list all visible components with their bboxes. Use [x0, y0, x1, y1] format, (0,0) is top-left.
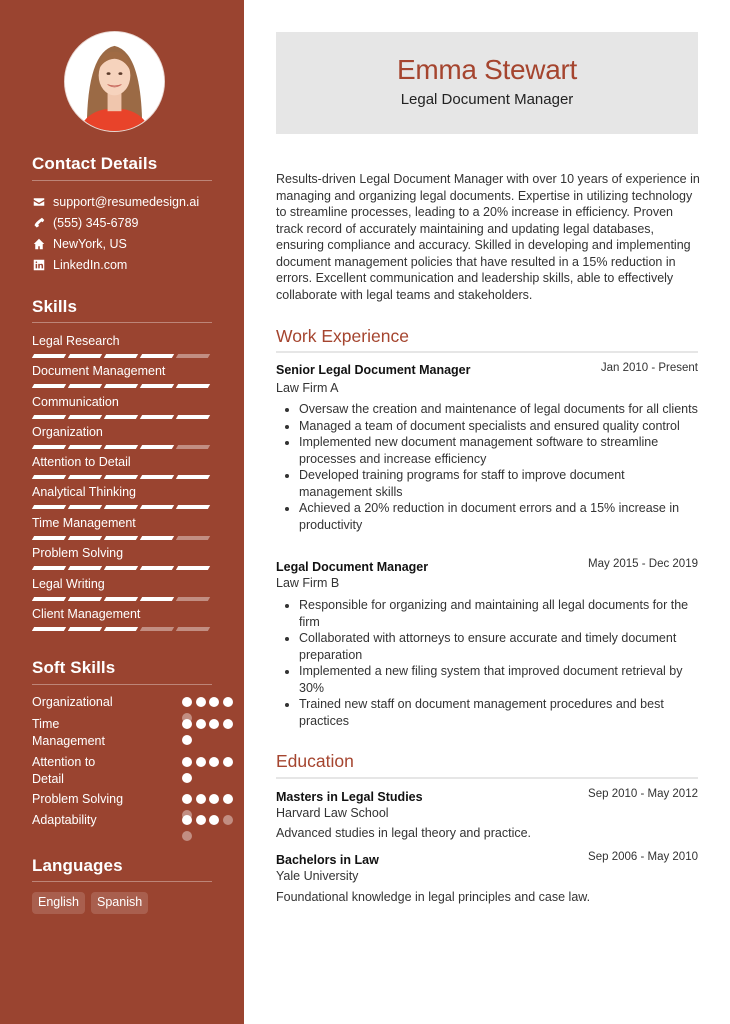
- job-company: Law Firm B: [276, 576, 340, 590]
- skill-level-segment: [140, 384, 174, 388]
- rating-dot: [223, 815, 233, 825]
- rating-dot: [223, 757, 233, 767]
- skill-level-bar: [32, 415, 212, 419]
- skill-level-segment: [176, 415, 210, 419]
- contact-email[interactable]: [32, 193, 199, 211]
- skill-level-segment: [32, 627, 66, 631]
- language-chip: English: [32, 892, 85, 914]
- skill-level-segment: [176, 566, 210, 570]
- skill-level-bar: [32, 597, 212, 601]
- skill-level-segment: [32, 505, 66, 509]
- language-chip: Spanish: [91, 892, 148, 914]
- skill-level-segment: [68, 384, 102, 388]
- skill-item: [32, 516, 212, 540]
- skill-level-segment: [140, 566, 174, 570]
- divider: [276, 351, 698, 353]
- skill-level-segment: [32, 536, 66, 540]
- skill-item: [32, 334, 212, 358]
- skill-level-segment: [32, 445, 66, 449]
- skill-name: Communication: [32, 395, 119, 409]
- rating-dot: [223, 719, 233, 729]
- edu-description: Advanced studies in legal theory and practice.: [276, 826, 532, 840]
- education-heading: Education: [276, 751, 354, 771]
- skill-level-segment: [140, 536, 174, 540]
- skill-level-bar: [32, 475, 212, 479]
- rating-dot: [196, 757, 206, 767]
- job-bullets: [276, 597, 700, 729]
- skill-name: Time Management: [32, 516, 136, 530]
- home-icon: [32, 237, 46, 251]
- main-content: [244, 0, 730, 1024]
- divider: [32, 322, 212, 323]
- edu-degree: Masters in Legal Studies: [276, 790, 423, 804]
- linkedin-icon: [32, 258, 46, 272]
- skill-level-segment: [140, 475, 174, 479]
- rating-dot: [182, 794, 192, 804]
- job-dates: May 2015 - Dec 2019: [588, 558, 698, 570]
- skill-level-segment: [104, 597, 138, 601]
- skill-level-bar: [32, 354, 212, 358]
- job-company: Law Firm A: [276, 381, 339, 395]
- soft-skill-name: Problem Solving: [32, 792, 124, 806]
- rating-dot: [182, 697, 192, 707]
- skill-level-segment: [32, 384, 66, 388]
- skill-level-segment: [104, 505, 138, 509]
- skill-level-segment: [176, 445, 210, 449]
- contact-linkedin-text: LinkedIn.com: [53, 258, 128, 272]
- skill-item: [32, 607, 212, 631]
- skill-level-segment: [68, 505, 102, 509]
- skill-level-segment: [140, 597, 174, 601]
- skill-level-segment: [68, 354, 102, 358]
- skill-level-segment: [176, 536, 210, 540]
- skill-item: [32, 455, 212, 479]
- soft-skill-rating: [182, 815, 238, 841]
- rating-dot: [182, 815, 192, 825]
- skill-item: [32, 577, 212, 601]
- skill-level-segment: [104, 445, 138, 449]
- skill-level-segment: [68, 597, 102, 601]
- skill-item: [32, 425, 212, 449]
- rating-dot: [196, 719, 206, 729]
- soft-skills-heading: Soft Skills: [32, 658, 116, 677]
- rating-dot: [223, 794, 233, 804]
- skill-level-segment: [176, 505, 210, 509]
- job-dates: Jan 2010 - Present: [600, 362, 698, 374]
- rating-dot: [196, 794, 206, 804]
- skill-level-bar: [32, 536, 212, 540]
- contact-location-text: NewYork, US: [53, 237, 127, 251]
- skill-level-segment: [140, 415, 174, 419]
- skill-item: [32, 364, 212, 388]
- skill-level-segment: [104, 475, 138, 479]
- skill-name: Legal Writing: [32, 577, 105, 591]
- candidate-title: Legal Document Manager: [400, 91, 574, 108]
- skill-level-segment: [140, 627, 174, 631]
- bullet-item: Managed a team of document specialists and ensured quality control: [276, 418, 700, 435]
- skill-level-segment: [68, 445, 102, 449]
- contact-email-text: support@resumedesign.ai: [53, 195, 200, 209]
- contact-heading: Contact Details: [32, 154, 158, 173]
- skill-level-segment: [68, 536, 102, 540]
- contact-phone-text: (555) 345-6789: [53, 216, 139, 230]
- skill-name: Document Management: [32, 364, 166, 378]
- bullet-item: Implemented a new filing system that improved document retrieval by 30%: [276, 663, 700, 696]
- work-heading: Work Experience: [276, 326, 409, 346]
- edu-school: Yale University: [276, 869, 359, 883]
- skill-level-segment: [32, 354, 66, 358]
- skill-level-segment: [32, 415, 66, 419]
- phone-icon: [32, 216, 46, 230]
- languages-heading: Languages: [32, 856, 123, 875]
- skill-level-segment: [32, 475, 66, 479]
- job-title: Senior Legal Document Manager: [276, 363, 471, 377]
- divider: [32, 881, 212, 882]
- envelope-icon: [32, 195, 46, 209]
- soft-skill-rating: [182, 757, 238, 783]
- skill-level-segment: [104, 354, 138, 358]
- skill-level-segment: [104, 566, 138, 570]
- rating-dot: [209, 719, 219, 729]
- bullet-item: Collaborated with attorneys to ensure accurate and timely document preparation: [276, 630, 700, 663]
- soft-skill-name: Attention to Detail: [32, 755, 96, 786]
- contact-phone[interactable]: [32, 214, 138, 232]
- skill-level-bar: [32, 627, 212, 631]
- skill-level-segment: [32, 597, 66, 601]
- rating-dot: [182, 719, 192, 729]
- edu-school: Harvard Law School: [276, 806, 389, 820]
- skill-level-bar: [32, 566, 212, 570]
- skill-item: [32, 546, 212, 570]
- portrait-image: [65, 32, 164, 131]
- contact-linkedin[interactable]: [32, 256, 127, 274]
- skill-level-segment: [176, 627, 210, 631]
- skill-name: Client Management: [32, 607, 141, 621]
- skill-level-segment: [68, 627, 102, 631]
- job-bullets: [276, 401, 700, 533]
- skill-level-segment: [176, 354, 210, 358]
- skill-level-segment: [104, 384, 138, 388]
- edu-description: Foundational knowledge in legal principles and case law.: [276, 890, 591, 904]
- skill-level-segment: [68, 415, 102, 419]
- divider: [276, 777, 698, 779]
- contact-location: [32, 235, 127, 253]
- bullet-item: Responsible for organizing and maintaining all legal documents for the firm: [276, 597, 700, 630]
- edu-dates: Sep 2010 - May 2012: [588, 788, 698, 800]
- skill-level-segment: [140, 354, 174, 358]
- summary: Results-driven Legal Document Manager with over 10 years of experience in managing and organizing legal documents. Expertise in utilizing technology to streamline processes, leading to a 20% increase in efficiency. Proven track record of accurately maintaining and updating legal databases, ensuring compliance and accuracy. Skilled in developing and implementing document management policies that have resulted in a 15% reduction in errors. Excellent communication and leadership skills, able to effectively collaborate with legal teams and stakeholders.: [276, 172, 700, 302]
- header: [276, 32, 698, 134]
- candidate-name: Emma Stewart: [397, 54, 577, 85]
- rating-dot: [182, 831, 192, 841]
- skill-level-segment: [32, 566, 66, 570]
- skills-heading: Skills: [32, 297, 78, 316]
- skill-level-bar: [32, 384, 212, 388]
- bullet-item: Implemented new document management software to streamline processes and increase efficiency: [276, 434, 700, 467]
- skill-name: Organization: [32, 425, 103, 439]
- skill-name: Attention to Detail: [32, 455, 131, 469]
- rating-dot: [209, 697, 219, 707]
- bullet-item: Achieved a 20% reduction in document errors and a 15% increase in productivity: [276, 500, 700, 533]
- skill-level-segment: [140, 445, 174, 449]
- skill-item: [32, 395, 212, 419]
- divider: [32, 180, 212, 181]
- rating-dot: [182, 757, 192, 767]
- divider: [32, 684, 212, 685]
- job-title: Legal Document Manager: [276, 560, 429, 574]
- skill-level-segment: [68, 566, 102, 570]
- rating-dot: [223, 697, 233, 707]
- skill-name: Problem Solving: [32, 546, 124, 560]
- rating-dot: [182, 735, 192, 745]
- sidebar: [0, 0, 244, 1024]
- rating-dot: [209, 815, 219, 825]
- skill-level-segment: [176, 384, 210, 388]
- rating-dot: [196, 815, 206, 825]
- soft-skill-name: Organizational: [32, 695, 113, 709]
- bullet-item: Developed training programs for staff to improve document management skills: [276, 467, 700, 500]
- soft-skill-name: Time Management: [32, 717, 105, 748]
- rating-dot: [182, 773, 192, 783]
- skill-level-bar: [32, 445, 212, 449]
- rating-dot: [209, 757, 219, 767]
- profile-photo: [64, 31, 165, 132]
- soft-skill-name: Adaptability: [32, 813, 97, 827]
- soft-skill-rating: [182, 719, 238, 745]
- skill-level-segment: [104, 536, 138, 540]
- edu-dates: Sep 2006 - May 2010: [588, 851, 698, 863]
- bullet-item: Trained new staff on document management procedures and best practices: [276, 696, 700, 729]
- rating-dot: [196, 697, 206, 707]
- skill-level-bar: [32, 505, 212, 509]
- skill-level-segment: [104, 627, 138, 631]
- rating-dot: [209, 794, 219, 804]
- languages-list: [32, 892, 148, 914]
- skill-name: Analytical Thinking: [32, 485, 136, 499]
- skill-level-segment: [104, 415, 138, 419]
- skill-name: Legal Research: [32, 334, 120, 348]
- skill-level-segment: [140, 505, 174, 509]
- skill-level-segment: [176, 597, 210, 601]
- bullet-item: Oversaw the creation and maintenance of legal documents for all clients: [276, 401, 700, 418]
- skill-level-segment: [68, 475, 102, 479]
- skill-level-segment: [176, 475, 210, 479]
- skill-item: [32, 485, 212, 509]
- edu-degree: Bachelors in Law: [276, 853, 379, 867]
